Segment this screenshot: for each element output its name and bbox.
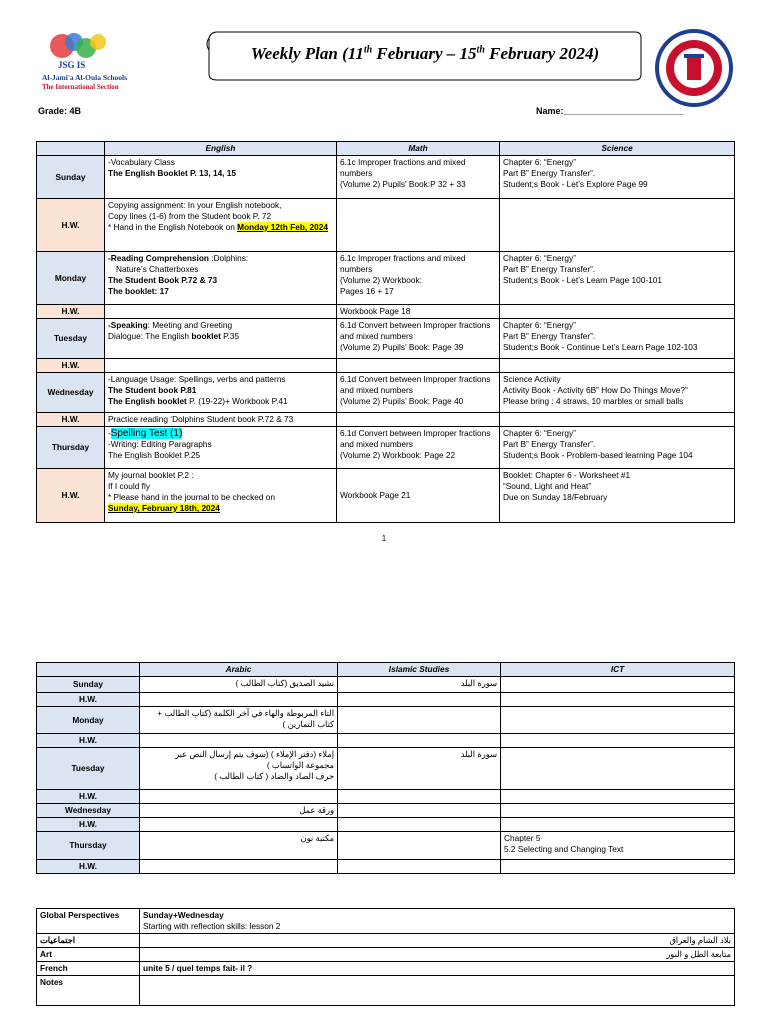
islamic-cell (338, 860, 501, 874)
ict-cell (501, 693, 735, 707)
arabic-cell: إملاء (دفتر الإملاء ) (سوف يتم إرسال النص عبر مجموعة الواتساب ) حرف الصاد والضاد ( كتاب الطالب ) (140, 748, 338, 790)
header-arabic: Arabic (140, 663, 338, 677)
math-cell: 6.1d Convert between Improper fractions and mixed numbers (Volume 2) Pupils’ Book: Page 39 (337, 319, 500, 359)
english-cell: -Reading Comprehension :Dolphins: Nature’s Chatterboxes The Student Book P.72 & 73 The booklet: 17 (105, 252, 337, 305)
weekly-plan-table-core (36, 141, 735, 523)
day-cell: Monday (37, 252, 105, 305)
islamic-cell: سورة البلد (338, 748, 501, 790)
hw-cell: H.W. (37, 860, 140, 874)
hw-cell: H.W. (37, 818, 140, 832)
day-cell: Wednesday (37, 373, 105, 413)
science-cell (500, 413, 735, 427)
english-cell: -Spelling Test (1) -Writing: Editing Paragraphs The English Booklet P.25 (105, 427, 337, 469)
subject-label: اجتماعيات (37, 934, 140, 948)
arabic-cell (140, 860, 338, 874)
math-cell: 6.1d Convert between Improper fractions and mixed numbers (Volume 2) Pupils’ Book: Page 40 (337, 373, 500, 413)
day-cell: Thursday (37, 832, 140, 860)
day-cell: Tuesday (37, 748, 140, 790)
subject-content: unite 5 / quel temps fait- il ? (140, 962, 735, 976)
english-cell: -Language Usage: Spellings, verbs and patterns The Student book P.81 The English booklet P. (19-22)+ Workbook P.41 (105, 373, 337, 413)
ict-cell (501, 707, 735, 734)
islamic-cell (338, 790, 501, 804)
math-cell (337, 413, 500, 427)
header-science: Science (500, 142, 735, 156)
hw-cell: H.W. (37, 693, 140, 707)
science-cell (500, 305, 735, 319)
subject-label: Notes (37, 976, 140, 1006)
ict-cell (501, 804, 735, 818)
arabic-cell: مكتبة نون (140, 832, 338, 860)
grade-label: Grade: 4B (38, 106, 82, 116)
page-title: Weekly Plan (11th February – 15th February 2024) (250, 44, 600, 63)
islamic-cell (338, 707, 501, 734)
islamic-cell (338, 832, 501, 860)
school-seal (654, 28, 734, 108)
subject-label: Art (37, 948, 140, 962)
english-cell (105, 305, 337, 319)
header-ict: ICT (501, 663, 735, 677)
english-cell: -Vocabulary Class The English Booklet P. 13, 14, 15 (105, 156, 337, 199)
science-cell: Science Activity Activity Book - Activity 6B” How Do Things Move?” Please bring : 4 straws, 10 marbles or small balls (500, 373, 735, 413)
arabic-cell (140, 790, 338, 804)
name-field[interactable]: Name:________________________ (536, 106, 684, 116)
header-islamic: Islamic Studies (338, 663, 501, 677)
islamic-cell (338, 693, 501, 707)
science-cell (500, 199, 735, 252)
math-cell: 6.1c Improper fractions and mixed numbers (Volume 2) Pupils' Book:P 32 + 33 (337, 156, 500, 199)
svg-text:The International Section: The International Section (42, 83, 119, 91)
english-cell: Practice reading ‘Dolphins Student book P.72 & 73 (105, 413, 337, 427)
arabic-cell (140, 693, 338, 707)
arabic-cell (140, 818, 338, 832)
science-cell: Chapter 6: “Energy” Part B” Energy Transfer”. Student;s Book - Let’s Learn Page 100-101 (500, 252, 735, 305)
science-cell: Chapter 6: “Energy” Part B” Energy Transfer”. Student;s Book - Let’s Explore Page 99 (500, 156, 735, 199)
ict-cell (501, 734, 735, 748)
header-math: Math (337, 142, 500, 156)
school-logo (40, 28, 170, 92)
notes-field[interactable] (140, 976, 735, 1006)
day-cell: Thursday (37, 427, 105, 469)
arabic-cell (140, 734, 338, 748)
science-cell: Booklet: Chapter 6 - Worksheet #1 “Sound, Light and Heat” Due on Sunday 18/February (500, 469, 735, 523)
ict-cell: Chapter 5 5.2 Selecting and Changing Text (501, 832, 735, 860)
islamic-cell (338, 804, 501, 818)
corner-cell (37, 142, 105, 156)
math-cell: Workbook Page 21 (337, 469, 500, 523)
page-number: 1 (381, 534, 387, 543)
other-subjects-table (36, 908, 735, 1006)
hw-cell: H.W. (37, 305, 105, 319)
subject-content: بلاد الشام والعراق (140, 934, 735, 948)
day-cell: Sunday (37, 156, 105, 199)
header-english: English (105, 142, 337, 156)
hw-cell: H.W. (37, 734, 140, 748)
day-cell: Monday (37, 707, 140, 734)
science-cell (500, 359, 735, 373)
ict-cell (501, 677, 735, 693)
weekly-plan-table-arabic (36, 662, 735, 874)
math-cell: 6.1c Improper fractions and mixed numbers (Volume 2) Workbook: Pages 16 + 17 (337, 252, 500, 305)
english-cell (105, 359, 337, 373)
arabic-cell: التاء المربوطة والهاء في آخر الكلمة (كتاب الطالب + كتاب التمارين ) (140, 707, 338, 734)
subject-label: French (37, 962, 140, 976)
islamic-cell (338, 734, 501, 748)
ict-cell (501, 860, 735, 874)
hw-cell: H.W. (37, 790, 140, 804)
hw-cell: H.W. (37, 199, 105, 252)
hw-cell: H.W. (37, 413, 105, 427)
math-cell (337, 199, 500, 252)
ict-cell (501, 790, 735, 804)
corner-cell (37, 663, 140, 677)
subject-label: Global Perspectives (37, 909, 140, 934)
science-cell: Chapter 6: “Energy” Part B” Energy Transfer”. Student;s Book - Problem-based learning Page 104 (500, 427, 735, 469)
svg-text:JSG IS: JSG IS (58, 60, 86, 70)
math-cell: Workbook Page 18 (337, 305, 500, 319)
math-cell (337, 359, 500, 373)
ict-cell (501, 818, 735, 832)
english-cell: My journal booklet P.2 : If I could fly * Please hand in the journal to be checked on Sunday, February 18th, 2024 (105, 469, 337, 523)
subject-content: Sunday+Wednesday Starting with reflection skills: lesson 2 (140, 909, 735, 934)
hw-cell: H.W. (37, 469, 105, 523)
science-cell: Chapter 6: “Energy” Part B” Energy Transfer”. Student;s Book - Continue Let’s Learn Page 102-103 (500, 319, 735, 359)
subject-content: متابعة الظل و النور (140, 948, 735, 962)
arabic-cell: نشيد الصديق (كتاب الطالب ) (140, 677, 338, 693)
english-cell: Copying assignment: In your English notebook, Copy lines (1-6) from the Student book P. 72 * Hand in the English Notebook on Monday 12th Feb, 2024 (105, 199, 337, 252)
arabic-cell: ورقة عمل (140, 804, 338, 818)
hw-cell: H.W. (37, 359, 105, 373)
islamic-cell: سورة البلد (338, 677, 501, 693)
svg-text:Al-Jami'a Al-Oula Schools: Al-Jami'a Al-Oula Schools (42, 73, 128, 82)
day-cell: Tuesday (37, 319, 105, 359)
day-cell: Sunday (37, 677, 140, 693)
islamic-cell (338, 818, 501, 832)
english-cell: -Speaking: Meeting and Greeting Dialogue: The English booklet P.35 (105, 319, 337, 359)
day-cell: Wednesday (37, 804, 140, 818)
ict-cell (501, 748, 735, 790)
math-cell: 6.1d Convert between Improper fractions and mixed numbers (Volume 2) Workbook: Page 22 (337, 427, 500, 469)
